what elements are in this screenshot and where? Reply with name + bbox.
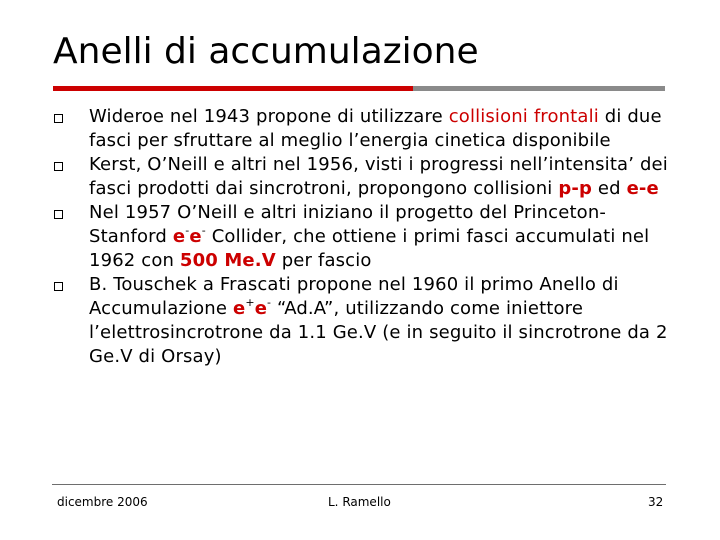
bullet-text: per fascio xyxy=(275,250,372,271)
bullet-text: di due fasci per sfruttare al meglio l’energia cinetica disponibile xyxy=(89,106,662,151)
title-underline xyxy=(53,86,665,91)
slide-title: Anelli di accumulazione xyxy=(53,31,479,72)
bullet-item xyxy=(54,153,674,201)
charge-superscript: - xyxy=(185,224,190,237)
hollow-square-bullet-icon xyxy=(54,114,63,123)
bullet-item xyxy=(54,201,674,273)
highlighted-text: e xyxy=(172,226,186,247)
bullet-text: ed xyxy=(592,178,627,199)
footer-date: dicembre 2006 xyxy=(57,495,148,509)
charge-superscript: - xyxy=(267,296,272,309)
highlighted-text: p-p xyxy=(558,178,593,199)
hollow-square-bullet-icon xyxy=(54,282,63,291)
bullet-text: “Ad.A”, utilizzando come iniettore l’elettrosincrotrone da 1.1 Ge.V (e in seguito il sincrotrone da 2 Ge.V di Orsay) xyxy=(89,298,668,367)
bullet-item xyxy=(54,105,674,153)
bullet-item xyxy=(54,273,674,369)
bullet-text: Kerst, O’Neill e altri nel 1956, visti i progressi nell’intensita’ dei fasci prodotti dai sincrotroni, propongono collisioni xyxy=(89,154,668,199)
highlighted-text: 500 Me.V xyxy=(179,250,276,271)
bullet-text: Collider, che ottiene i primi fasci accumulati nel 1962 con xyxy=(89,226,650,271)
bullet-text: Nel 1957 O’Neill e altri iniziano il progetto del Princeton-Stanford xyxy=(89,202,607,247)
footer-divider xyxy=(52,484,666,485)
charge-superscript: - xyxy=(201,224,206,237)
highlighted-text: e xyxy=(254,298,268,319)
highlighted-text: e xyxy=(232,298,246,319)
hollow-square-bullet-icon xyxy=(54,162,63,171)
highlighted-text: collisioni frontali xyxy=(448,106,599,127)
bullet-text: B. Touschek a Frascati propone nel 1960 il primo Anello di Accumulazione xyxy=(89,274,619,319)
bullet-text: Wideroe nel 1943 propone di utilizzare xyxy=(89,106,449,127)
highlighted-text: e xyxy=(189,226,202,247)
footer-page-number: 32 xyxy=(648,495,664,509)
bullet-list xyxy=(54,105,674,369)
highlighted-text: e-e xyxy=(626,178,659,199)
charge-superscript: + xyxy=(245,296,255,309)
footer-author: L. Ramello xyxy=(328,495,391,509)
hollow-square-bullet-icon xyxy=(54,210,63,219)
